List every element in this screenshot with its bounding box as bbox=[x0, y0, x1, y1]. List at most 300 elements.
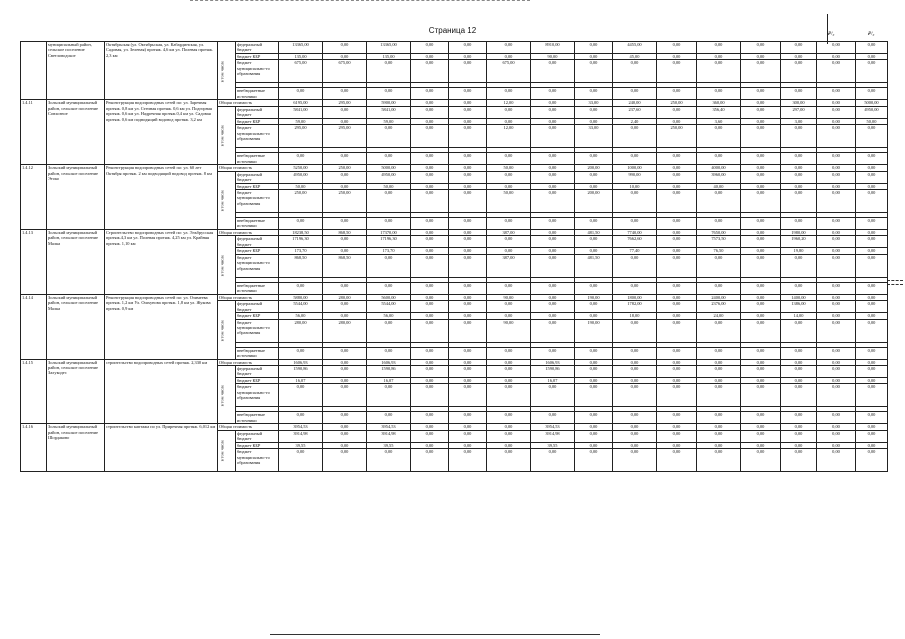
value-cell: 0,00 bbox=[741, 100, 781, 106]
entry-recipient: Зольский муниципальный район, сельское поселение Этоко bbox=[47, 165, 105, 230]
value-cell: 0,00 bbox=[531, 282, 575, 294]
value-cell: 0,00 bbox=[741, 313, 781, 319]
value-cell: 0,00 bbox=[449, 424, 487, 430]
source-label: бюджет КБР bbox=[236, 118, 279, 124]
value-cell: 0,00 bbox=[856, 230, 888, 236]
value-cell: 280,00 bbox=[323, 319, 367, 342]
value-cell: 0,00 bbox=[817, 60, 856, 83]
value-cell: 17196,30 bbox=[367, 236, 411, 248]
value-cell: 0,00 bbox=[741, 42, 781, 54]
value-cell: 0,00 bbox=[487, 347, 531, 359]
source-label: бюджет муниципально-го образования bbox=[236, 125, 279, 148]
value-cell: 0,00 bbox=[487, 153, 531, 165]
value-cell: 0,00 bbox=[449, 183, 487, 189]
value-cell: 0,00 bbox=[411, 165, 449, 171]
value-cell: 0,00 bbox=[575, 54, 613, 60]
value-cell: 0,00 bbox=[856, 359, 888, 365]
value-cell: 0,00 bbox=[487, 118, 531, 124]
value-cell: 0,00 bbox=[449, 294, 487, 300]
value-cell: 0,00 bbox=[531, 100, 575, 106]
value-cell: 18,00 bbox=[613, 313, 657, 319]
value-cell: 0,00 bbox=[781, 165, 817, 171]
entry-number: 1.4.11 bbox=[21, 100, 47, 165]
value-cell: 0,00 bbox=[531, 319, 575, 342]
source-label: бюджет КБР bbox=[236, 378, 279, 384]
value-cell: 0,00 bbox=[575, 60, 613, 83]
source-label: внебюджетные источники bbox=[236, 88, 279, 100]
entry-recipient: муниципальный район, сельское поселение Светловодское bbox=[47, 42, 105, 100]
value-cell: 0,00 bbox=[817, 100, 856, 106]
value-cell: 0,00 bbox=[856, 171, 888, 183]
value-cell: 0,00 bbox=[781, 60, 817, 83]
value-cell: 0,00 bbox=[487, 171, 531, 183]
value-cell: 7573,50 bbox=[697, 236, 741, 248]
value-cell: 868,50 bbox=[279, 254, 323, 277]
value-cell: 0,00 bbox=[856, 54, 888, 60]
value-cell: 0,00 bbox=[487, 366, 531, 378]
value-cell: 0,00 bbox=[575, 412, 613, 424]
value-cell: 0,00 bbox=[279, 218, 323, 230]
entry-number: 1.4.16 bbox=[21, 424, 47, 472]
value-cell: 0,00 bbox=[856, 218, 888, 230]
value-cell: 990,00 bbox=[613, 171, 657, 183]
value-cell: 0,00 bbox=[856, 366, 888, 378]
value-cell: 237,60 bbox=[613, 106, 657, 118]
value-cell: 0,00 bbox=[279, 384, 323, 407]
value-cell: 0,00 bbox=[781, 319, 817, 342]
value-cell: 0,00 bbox=[856, 442, 888, 448]
value-cell: 0,00 bbox=[856, 301, 888, 313]
value-cell: 387,00 bbox=[487, 254, 531, 277]
total-label: Общая стоимость bbox=[218, 165, 279, 171]
incl-label: в том числе bbox=[218, 301, 236, 359]
value-cell: 0,00 bbox=[856, 449, 888, 472]
value-cell: 0,00 bbox=[657, 190, 697, 213]
value-cell: 1590,86 bbox=[531, 366, 575, 378]
value-cell: 16,07 bbox=[531, 378, 575, 384]
source-label: внебюджетные источники bbox=[236, 153, 279, 165]
value-cell: 0,00 bbox=[323, 313, 367, 319]
incl-label: в том числе bbox=[218, 430, 236, 471]
value-cell: 0,00 bbox=[449, 442, 487, 448]
value-cell: 360,00 bbox=[697, 100, 741, 106]
value-cell: 0,00 bbox=[487, 378, 531, 384]
value-cell: 0,00 bbox=[697, 254, 741, 277]
value-cell: 0,00 bbox=[449, 165, 487, 171]
value-cell: 0,00 bbox=[449, 230, 487, 236]
value-cell: 0,00 bbox=[856, 430, 888, 442]
value-cell: 0,00 bbox=[741, 294, 781, 300]
value-cell: 0,00 bbox=[781, 347, 817, 359]
value-cell: 90,00 bbox=[487, 294, 531, 300]
value-cell: 0,00 bbox=[323, 347, 367, 359]
value-cell: 0,00 bbox=[449, 378, 487, 384]
value-cell: 0,00 bbox=[741, 165, 781, 171]
value-cell: 39,55 bbox=[531, 442, 575, 448]
value-cell: 0,00 bbox=[367, 384, 411, 407]
value-cell: 13365,00 bbox=[367, 42, 411, 54]
incl-label: в том числе bbox=[218, 42, 236, 100]
value-cell: 1800,00 bbox=[613, 294, 657, 300]
value-cell: 0,00 bbox=[856, 347, 888, 359]
value-cell: 0,00 bbox=[613, 378, 657, 384]
value-cell: 0,00 bbox=[367, 319, 411, 342]
entry-description: Реконструкция водопроводных сетей по: ул. Заречная протяж. 0,8 км ул. Степная протяж. 0,6 км ул. Подгорная протяж. 0,6 км ул. Надречная протяж.0,4 км ул. Садовая протяж. 0,6 км подводящий водовод протяж. 3,2 км bbox=[105, 100, 218, 165]
value-cell: 0,00 bbox=[487, 313, 531, 319]
value-cell: 0,00 bbox=[449, 282, 487, 294]
value-cell: 0,00 bbox=[741, 359, 781, 365]
source-label: бюджет КБР bbox=[236, 248, 279, 254]
value-cell: 0,00 bbox=[697, 88, 741, 100]
value-cell: 7650,00 bbox=[697, 230, 741, 236]
value-cell: 0,00 bbox=[367, 190, 411, 213]
value-cell: 5544,00 bbox=[367, 301, 411, 313]
value-cell: 0,00 bbox=[817, 183, 856, 189]
value-cell: 5000,00 bbox=[856, 100, 888, 106]
value-cell: 0,00 bbox=[781, 42, 817, 54]
value-cell: 0,00 bbox=[279, 412, 323, 424]
value-cell: 1386,00 bbox=[781, 301, 817, 313]
value-cell: 0,00 bbox=[613, 254, 657, 277]
edge-dash bbox=[887, 284, 903, 285]
value-cell: 0,00 bbox=[531, 153, 575, 165]
value-cell: 3954,53 bbox=[531, 424, 575, 430]
value-cell: 4000,00 bbox=[697, 165, 741, 171]
value-cell: 0,00 bbox=[575, 424, 613, 430]
value-cell: 0,00 bbox=[657, 60, 697, 83]
source-label: федеральный бюджет bbox=[236, 366, 279, 378]
table-row bbox=[21, 42, 888, 54]
value-cell: 0,00 bbox=[856, 190, 888, 213]
value-cell: 0,00 bbox=[487, 449, 531, 472]
value-cell: 0,00 bbox=[741, 378, 781, 384]
value-cell: 0,00 bbox=[741, 424, 781, 430]
value-cell: 0,00 bbox=[411, 282, 449, 294]
value-cell: 0,00 bbox=[781, 88, 817, 100]
value-cell: 295,00 bbox=[279, 125, 323, 148]
value-cell: 0,00 bbox=[657, 230, 697, 236]
value-cell: 2400,00 bbox=[697, 294, 741, 300]
value-cell: 173,70 bbox=[279, 248, 323, 254]
value-cell: 0,00 bbox=[817, 430, 856, 442]
value-cell: 0,00 bbox=[575, 301, 613, 313]
value-cell: 0,00 bbox=[697, 125, 741, 148]
value-cell: 0,00 bbox=[657, 442, 697, 448]
value-cell: 0,00 bbox=[487, 359, 531, 365]
value-cell: 0,00 bbox=[613, 125, 657, 148]
value-cell: 0,00 bbox=[856, 378, 888, 384]
value-cell: 0,00 bbox=[781, 424, 817, 430]
value-cell: 0,00 bbox=[411, 125, 449, 148]
value-cell: 0,00 bbox=[817, 378, 856, 384]
value-cell: 0,00 bbox=[575, 236, 613, 248]
value-cell: 0,00 bbox=[856, 424, 888, 430]
value-cell: 0,00 bbox=[411, 430, 449, 442]
value-cell: 0,00 bbox=[657, 378, 697, 384]
value-cell: 0,00 bbox=[323, 366, 367, 378]
value-cell: 16,07 bbox=[279, 378, 323, 384]
value-cell: 0,00 bbox=[657, 366, 697, 378]
entry-recipient: Зольский муниципальный район, сельское поселение Совхозное bbox=[47, 100, 105, 165]
value-cell: 0,00 bbox=[323, 106, 367, 118]
value-cell: 0,00 bbox=[531, 294, 575, 300]
value-cell: 0,00 bbox=[781, 442, 817, 448]
value-cell: 0,00 bbox=[856, 60, 888, 83]
value-cell: 1000,00 bbox=[613, 165, 657, 171]
value-cell: 0,00 bbox=[741, 88, 781, 100]
value-cell: 0,00 bbox=[613, 319, 657, 342]
value-cell: 0,00 bbox=[817, 301, 856, 313]
value-cell: 0,00 bbox=[697, 449, 741, 472]
entry-recipient: Зольский муниципальный район, сельское поселение Шордаково bbox=[47, 424, 105, 472]
value-cell: 1590,86 bbox=[279, 366, 323, 378]
value-cell: 0,00 bbox=[531, 106, 575, 118]
value-cell: 0,00 bbox=[657, 359, 697, 365]
value-cell: 0,00 bbox=[449, 106, 487, 118]
value-cell: 12,00 bbox=[487, 125, 531, 148]
value-cell: 5600,00 bbox=[367, 294, 411, 300]
value-cell: 868,50 bbox=[323, 230, 367, 236]
value-cell: 0,00 bbox=[741, 319, 781, 342]
value-cell: 1606,93 bbox=[367, 359, 411, 365]
entry-description: Строительство водопроводных сетей по: ул. Эльбрусская протяж.4,3 км ул. Полевая протяж. 4,25 км ул. Крайняя протяж. 1,10 км bbox=[105, 230, 218, 295]
value-cell: 0,00 bbox=[411, 88, 449, 100]
value-cell: 0,00 bbox=[817, 442, 856, 448]
value-cell: 0,00 bbox=[449, 125, 487, 148]
value-cell: 0,00 bbox=[697, 60, 741, 83]
value-cell: 0,00 bbox=[323, 412, 367, 424]
value-cell: 0,00 bbox=[741, 60, 781, 83]
value-cell: 0,00 bbox=[323, 88, 367, 100]
value-cell: 0,00 bbox=[856, 153, 888, 165]
value-cell: 50,00 bbox=[856, 118, 888, 124]
value-cell: 0,00 bbox=[817, 190, 856, 213]
value-cell: 0,00 bbox=[323, 424, 367, 430]
value-cell: 190,00 bbox=[575, 319, 613, 342]
value-cell: 0,00 bbox=[411, 319, 449, 342]
value-cell: 0,00 bbox=[817, 218, 856, 230]
value-cell: 0,00 bbox=[531, 190, 575, 213]
value-cell: 135,00 bbox=[367, 54, 411, 60]
value-cell: 0,00 bbox=[657, 319, 697, 342]
value-cell: 0,00 bbox=[856, 165, 888, 171]
value-cell: 0,00 bbox=[411, 248, 449, 254]
value-cell: 0,00 bbox=[697, 412, 741, 424]
value-cell: 0,00 bbox=[657, 430, 697, 442]
value-cell: 0,00 bbox=[856, 183, 888, 189]
value-cell: 45,00 bbox=[613, 54, 657, 60]
entry-recipient: Зольский муниципальный район, сельское поселение Малка bbox=[47, 230, 105, 295]
value-cell: 7740,00 bbox=[613, 230, 657, 236]
value-cell: 0,00 bbox=[411, 442, 449, 448]
value-cell: 50,00 bbox=[487, 190, 531, 213]
value-cell: 0,00 bbox=[697, 366, 741, 378]
value-cell: 356,40 bbox=[697, 106, 741, 118]
value-cell: 0,00 bbox=[531, 230, 575, 236]
value-cell: 200,00 bbox=[575, 190, 613, 213]
value-cell: 0,00 bbox=[367, 153, 411, 165]
source-label: бюджет муниципально-го образования bbox=[236, 190, 279, 213]
value-cell: 250,00 bbox=[323, 165, 367, 171]
value-cell: 0,00 bbox=[613, 449, 657, 472]
scan-edge-mark bbox=[190, 0, 530, 3]
value-cell: 0,00 bbox=[531, 183, 575, 189]
value-cell: 0,00 bbox=[657, 254, 697, 277]
value-cell: 56,00 bbox=[367, 313, 411, 319]
value-cell: 0,00 bbox=[781, 218, 817, 230]
value-cell: 0,00 bbox=[449, 366, 487, 378]
value-cell: 0,00 bbox=[657, 183, 697, 189]
value-cell: 0,00 bbox=[613, 153, 657, 165]
value-cell: 0,00 bbox=[487, 442, 531, 448]
value-cell: 0,00 bbox=[487, 282, 531, 294]
value-cell: 0,00 bbox=[741, 442, 781, 448]
value-cell: 0,00 bbox=[531, 171, 575, 183]
value-cell: 0,00 bbox=[575, 171, 613, 183]
value-cell: 0,00 bbox=[856, 294, 888, 300]
value-cell: 0,00 bbox=[856, 125, 888, 148]
value-cell: 0,00 bbox=[279, 153, 323, 165]
value-cell: 0,00 bbox=[613, 442, 657, 448]
value-cell: 0,00 bbox=[817, 412, 856, 424]
value-cell: 0,00 bbox=[657, 171, 697, 183]
source-label: федеральный бюджет bbox=[236, 430, 279, 442]
value-cell: 0,00 bbox=[323, 42, 367, 54]
value-cell: 0,00 bbox=[741, 384, 781, 407]
source-label: бюджет муниципально-го образования bbox=[236, 60, 279, 83]
value-cell: 18238,50 bbox=[279, 230, 323, 236]
value-cell: 2376,00 bbox=[697, 301, 741, 313]
value-cell: 0,00 bbox=[411, 171, 449, 183]
entry-description: строительство каптажа по ул. Приречная протяж. 6,012 км bbox=[105, 424, 218, 472]
value-cell: 0,00 bbox=[449, 236, 487, 248]
value-cell: 0,00 bbox=[817, 449, 856, 472]
value-cell: 0,00 bbox=[531, 125, 575, 148]
value-cell: 0,00 bbox=[657, 449, 697, 472]
value-cell: 0,00 bbox=[323, 442, 367, 448]
value-cell: 0,00 bbox=[411, 294, 449, 300]
source-label: внебюджетные источники bbox=[236, 282, 279, 294]
value-cell: 250,00 bbox=[279, 190, 323, 213]
value-cell: 0,00 bbox=[741, 190, 781, 213]
value-cell: 0,00 bbox=[856, 42, 888, 54]
value-cell: 0,00 bbox=[817, 313, 856, 319]
value-cell: 280,00 bbox=[279, 319, 323, 342]
value-cell: 0,00 bbox=[411, 190, 449, 213]
value-cell: 0,00 bbox=[531, 347, 575, 359]
value-cell: 19,80 bbox=[781, 248, 817, 254]
value-cell: 0,00 bbox=[411, 100, 449, 106]
incl-label: в том числе bbox=[218, 366, 236, 424]
value-cell: 0,00 bbox=[741, 183, 781, 189]
value-cell: 59,00 bbox=[367, 118, 411, 124]
value-cell: 0,00 bbox=[657, 248, 697, 254]
value-cell: 0,00 bbox=[817, 42, 856, 54]
value-cell: 0,00 bbox=[487, 106, 531, 118]
value-cell: 4950,00 bbox=[367, 171, 411, 183]
value-cell: 0,00 bbox=[657, 236, 697, 248]
value-cell: 0,00 bbox=[741, 430, 781, 442]
source-label: федеральный бюджет bbox=[236, 171, 279, 183]
value-cell: 0,00 bbox=[856, 254, 888, 277]
entry-description: строительство водопроводных сетей протяж. 2,330 км bbox=[105, 359, 218, 424]
value-cell: 0,00 bbox=[367, 347, 411, 359]
value-cell: 0,00 bbox=[449, 248, 487, 254]
entry-recipient: Зольский муниципальный район, сельское поселение Малка bbox=[47, 294, 105, 359]
value-cell: 0,00 bbox=[697, 190, 741, 213]
value-cell: 1400,00 bbox=[781, 294, 817, 300]
total-label: Общая стоимость bbox=[218, 294, 279, 300]
value-cell: 1590,86 bbox=[367, 366, 411, 378]
value-cell: 0,00 bbox=[449, 347, 487, 359]
corner-mark-1: ₽/₀ bbox=[828, 32, 835, 37]
value-cell: 0,00 bbox=[781, 359, 817, 365]
value-cell: 2,40 bbox=[613, 118, 657, 124]
value-cell: 0,00 bbox=[697, 347, 741, 359]
value-cell: 17370,00 bbox=[367, 230, 411, 236]
total-label: Общая стоимость bbox=[218, 359, 279, 365]
value-cell: 0,00 bbox=[613, 347, 657, 359]
value-cell: 0,00 bbox=[575, 347, 613, 359]
value-cell: 0,00 bbox=[781, 171, 817, 183]
value-cell: 5250,00 bbox=[279, 165, 323, 171]
value-cell: 0,00 bbox=[697, 153, 741, 165]
value-cell: 0,00 bbox=[449, 359, 487, 365]
value-cell: 0,00 bbox=[449, 171, 487, 183]
value-cell: 0,00 bbox=[367, 282, 411, 294]
value-cell: 0,00 bbox=[817, 125, 856, 148]
value-cell: 3954,53 bbox=[279, 424, 323, 430]
value-cell: 1606,93 bbox=[531, 359, 575, 365]
edge-dash bbox=[887, 280, 903, 281]
value-cell: 0,00 bbox=[449, 384, 487, 407]
value-cell: 0,00 bbox=[741, 412, 781, 424]
value-cell: 0,00 bbox=[449, 430, 487, 442]
value-cell: 1606,93 bbox=[279, 359, 323, 365]
value-cell: 0,00 bbox=[449, 88, 487, 100]
value-cell: 0,00 bbox=[817, 424, 856, 430]
value-cell: 0,00 bbox=[657, 412, 697, 424]
value-cell: 0,00 bbox=[367, 60, 411, 83]
value-cell: 0,00 bbox=[697, 359, 741, 365]
value-cell: 0,00 bbox=[279, 347, 323, 359]
value-cell: 0,00 bbox=[741, 218, 781, 230]
corner-mark-2: ₽/₀ bbox=[868, 32, 875, 37]
value-cell: 0,00 bbox=[411, 254, 449, 277]
value-cell: 295,00 bbox=[323, 100, 367, 106]
value-cell: 0,00 bbox=[411, 412, 449, 424]
value-cell: 24,00 bbox=[697, 313, 741, 319]
value-cell: 50,00 bbox=[279, 183, 323, 189]
value-cell: 0,00 bbox=[575, 118, 613, 124]
value-cell: 297,00 bbox=[781, 106, 817, 118]
source-label: федеральный бюджет bbox=[236, 301, 279, 313]
value-cell: 3914,98 bbox=[279, 430, 323, 442]
value-cell: 0,00 bbox=[781, 54, 817, 60]
value-cell: 0,00 bbox=[817, 236, 856, 248]
value-cell: 0,00 bbox=[817, 118, 856, 124]
value-cell: 135,00 bbox=[279, 54, 323, 60]
value-cell: 0,00 bbox=[697, 218, 741, 230]
value-cell: 0,00 bbox=[575, 359, 613, 365]
value-cell: 0,00 bbox=[697, 442, 741, 448]
value-cell: 0,00 bbox=[781, 384, 817, 407]
value-cell: 0,00 bbox=[817, 384, 856, 407]
value-cell: 0,00 bbox=[697, 319, 741, 342]
value-cell: 0,00 bbox=[657, 282, 697, 294]
value-cell: 0,00 bbox=[367, 218, 411, 230]
value-cell: 0,00 bbox=[741, 282, 781, 294]
